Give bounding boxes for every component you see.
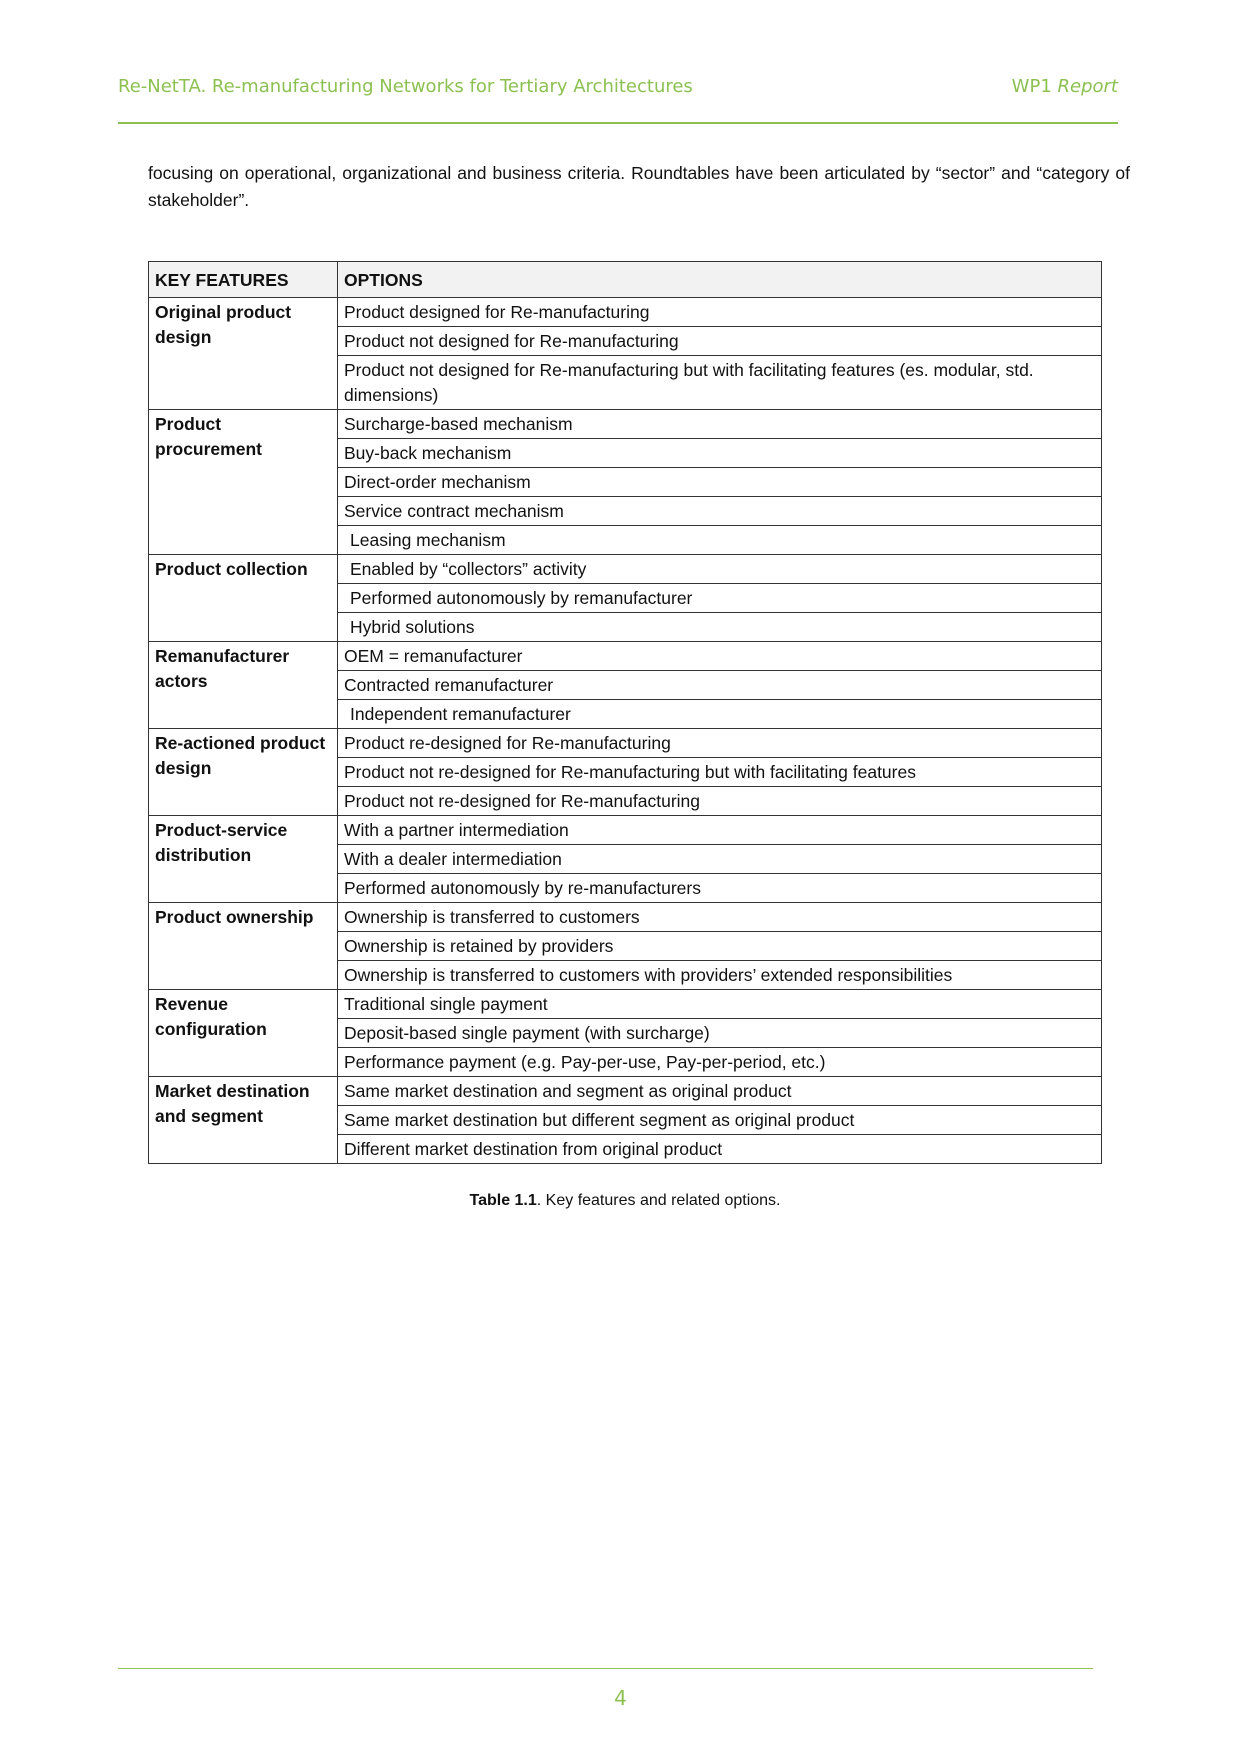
option-cell: Service contract mechanism (338, 497, 1102, 526)
table-row (149, 990, 1102, 1019)
caption-label: Table 1.1 (469, 1192, 537, 1209)
table-row (149, 642, 1102, 671)
footer-divider (118, 1668, 1093, 1669)
header-title: Re-NetTA. Re-manufacturing Networks for Tertiary Architectures (118, 76, 693, 97)
option-cell: Different market destination from original product (338, 1135, 1102, 1164)
option-cell: Surcharge-based mechanism (338, 410, 1102, 439)
option-cell: Product re-designed for Re-manufacturing (338, 729, 1102, 758)
option-cell: Same market destination but different segment as original product (338, 1106, 1102, 1135)
key-feature-cell: Original product design (149, 298, 338, 410)
table-row (149, 903, 1102, 932)
key-feature-cell: Re-actioned product design (149, 729, 338, 816)
option-cell: Leasing mechanism (338, 526, 1102, 555)
option-cell: Performance payment (e.g. Pay-per-use, Pay-per-period, etc.) (338, 1048, 1102, 1077)
key-feature-cell: Product-service distribution (149, 816, 338, 903)
option-cell: Direct-order mechanism (338, 468, 1102, 497)
table-header-row (149, 262, 1102, 298)
option-cell: Enabled by “collectors” activity (338, 555, 1102, 584)
intro-paragraph: focusing on operational, organizational and business criteria. Roundtables have been articulated by “sector” and “category of stakeholder”. (148, 163, 1130, 210)
caption-text: . Key features and related options. (536, 1192, 781, 1209)
header-wp-label: WP1 (1011, 76, 1052, 97)
key-feature-cell: Product collection (149, 555, 338, 642)
col-header-options: OPTIONS (338, 262, 1102, 298)
option-cell: Performed autonomously by re-manufacturers (338, 874, 1102, 903)
table-row (149, 410, 1102, 439)
option-cell: Ownership is transferred to customers (338, 903, 1102, 932)
key-feature-cell: Product ownership (149, 903, 338, 990)
table-row (149, 729, 1102, 758)
key-feature-cell: Remanufacturer actors (149, 642, 338, 729)
option-cell: Buy-back mechanism (338, 439, 1102, 468)
header-report-label (1012, 76, 1118, 97)
key-features-table (148, 261, 1102, 1164)
option-cell: With a partner intermediation (338, 816, 1102, 845)
table-row (149, 816, 1102, 845)
option-cell: Product not re-designed for Re-manufacturing but with facilitating features (338, 758, 1102, 787)
table-caption (148, 1192, 1102, 1210)
option-cell: Hybrid solutions (338, 613, 1102, 642)
option-cell: Product not re-designed for Re-manufacturing (338, 787, 1102, 816)
option-cell: Performed autonomously by remanufacturer (338, 584, 1102, 613)
option-cell: Product not designed for Re-manufacturing but with facilitating features (es. modular, std. dimensions) (338, 356, 1102, 410)
table-body (149, 298, 1102, 1164)
option-cell: Product not designed for Re-manufacturing (338, 327, 1102, 356)
page-number: 4 (614, 1686, 627, 1710)
option-cell: Deposit-based single payment (with surcharge) (338, 1019, 1102, 1048)
table-row (149, 298, 1102, 327)
key-feature-cell: Market destination and segment (149, 1077, 338, 1164)
table-row (149, 1077, 1102, 1106)
header-divider (118, 122, 1118, 124)
option-cell: Same market destination and segment as original product (338, 1077, 1102, 1106)
option-cell: Independent remanufacturer (338, 700, 1102, 729)
table-row (149, 555, 1102, 584)
header-report-word: Report (1057, 76, 1118, 97)
option-cell: With a dealer intermediation (338, 845, 1102, 874)
key-feature-cell: Revenue configuration (149, 990, 338, 1077)
option-cell: Ownership is retained by providers (338, 932, 1102, 961)
option-cell: Ownership is transferred to customers with providers’ extended responsibilities (338, 961, 1102, 990)
col-header-key-features: KEY FEATURES (149, 262, 338, 298)
option-cell: Product designed for Re-manufacturing (338, 298, 1102, 327)
option-cell: Traditional single payment (338, 990, 1102, 1019)
running-header (118, 76, 1118, 100)
option-cell: OEM = remanufacturer (338, 642, 1102, 671)
key-feature-cell: Product procurement (149, 410, 338, 555)
option-cell: Contracted remanufacturer (338, 671, 1102, 700)
